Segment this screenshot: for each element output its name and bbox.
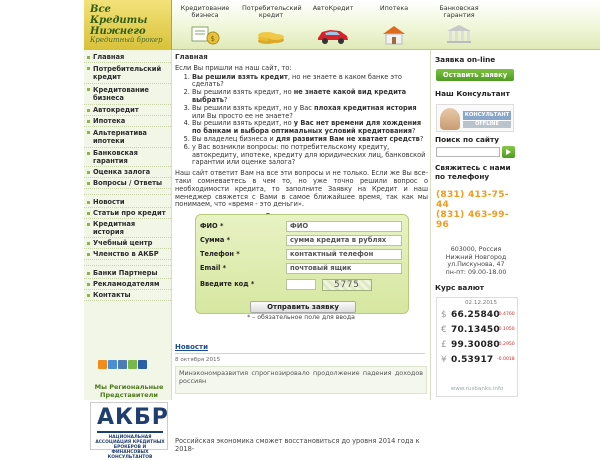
rss-icon[interactable]: [98, 360, 107, 369]
list-item: 2. Вы решили взять кредит, но не знаете какой вид кредита выбрать?: [192, 89, 428, 105]
submit-button[interactable]: Отправить заявку: [250, 301, 356, 313]
sidebar-item-membership[interactable]: Членство в АКБР: [84, 249, 171, 260]
consultant-title: Наш Консультант: [435, 89, 510, 98]
list-item: 3. Вы решили взять кредит, но у Вас плохая кредитная история или Вы просто ее не знаете?: [192, 105, 428, 121]
sidebar-item-auto-credit[interactable]: Автокредит: [84, 105, 171, 116]
main-content: [172, 50, 430, 453]
sidebar-item-consumer-credit[interactable]: Потребительский кредит: [84, 63, 171, 84]
search-input[interactable]: [436, 147, 500, 157]
bank-icon: [442, 23, 476, 45]
news-heading[interactable]: Новости: [175, 343, 209, 351]
loan-application-form: [195, 214, 409, 314]
sidebar-item-bank-guarantee[interactable]: Банковская гарантия: [84, 148, 171, 167]
coins-icon: [254, 23, 288, 45]
mail-icon[interactable]: [128, 360, 137, 369]
sidebar-item-collateral[interactable]: Оценка залога: [84, 167, 171, 178]
page-title: Главная: [175, 53, 208, 61]
nav-bank-guarantee[interactable]: Банковская гарантия: [430, 5, 488, 45]
form-row-captcha: Введите код * 5775: [200, 279, 408, 291]
news-date: 8 октября 2015: [175, 357, 221, 363]
leave-request-button[interactable]: Оставить заявку: [436, 69, 514, 81]
form-row-name: ФИО * ФИО: [200, 221, 408, 233]
sidebar-item-partners[interactable]: Банки Партнеры: [84, 268, 171, 279]
question-list: [192, 74, 428, 168]
logo-title: Все Кредиты Нижнего: [90, 4, 148, 37]
rates-date: 02.12.2015: [465, 300, 498, 306]
captcha-input[interactable]: [286, 279, 316, 290]
partner-title: Мы Региональные Представители: [94, 383, 164, 399]
list-item: 5. Вы владелец бизнеса и для развития Вам не хватает средств?: [192, 136, 428, 144]
email-field[interactable]: почтовый ящик: [286, 263, 402, 274]
right-sidebar: [430, 50, 520, 400]
consultant-badge: КОНСУЛЬТАНТ: [464, 112, 510, 118]
nav-auto-credit[interactable]: АвтоКредит: [304, 5, 362, 45]
search-title: Поиск по сайту: [435, 135, 499, 144]
phone-field[interactable]: контактный телефон: [286, 249, 402, 260]
list-item: 4. Вы решили взять кредит, но у Вас нет времени для хождения по банкам и выбора оптимальных условий кредитования?: [192, 120, 428, 136]
twitter-icon[interactable]: [108, 360, 117, 369]
akbr-logo[interactable]: АКБР НАЦИОНАЛЬНАЯ АССОЦИАЦИЯ КРЕДИТНЫХ БРОКЕРОВ И ФИНАНСОВЫХ КОНСУЛЬТАНТОВ: [90, 402, 168, 450]
rate-row-usd: $ 66.25840 -0.4760: [441, 310, 515, 320]
business-credit-icon: [188, 23, 222, 45]
sidebar-menu: [84, 50, 171, 189]
intro-text: Если Вы пришли на наш сайт, то:: [175, 63, 292, 72]
nav-consumer-credit[interactable]: Потребительский кредит: [242, 5, 300, 45]
amount-field[interactable]: сумма кредита в рублях: [286, 235, 402, 246]
nav-business-credit[interactable]: Кредитование бизнеса $: [180, 4, 230, 43]
rates-source: www.rusbanks.info: [450, 386, 504, 392]
name-field[interactable]: ФИО: [286, 221, 402, 232]
vk-icon[interactable]: [118, 360, 127, 369]
news-divider: [175, 353, 425, 354]
form-row-email: Email * почтовый ящик: [200, 263, 408, 275]
sidebar-item-credit-history[interactable]: Кредитная история: [84, 219, 171, 238]
social-links: [98, 360, 158, 369]
phone-number: (831) 463-99-96: [436, 210, 509, 230]
news-text: Российская экономика сможет восстановиться до уровня 2014 года к 2018-: [175, 437, 420, 453]
rate-row-jpy: ¥ 0.53917 -0.0018: [441, 355, 515, 365]
rate-row-gbp: £ 99.30080 -0.2950: [441, 340, 515, 350]
left-sidebar: [84, 50, 172, 460]
address: 603000, Россия Нижний Новгород ул.Пискунова, 47 пн-пт: 09.00-18.00: [445, 246, 507, 276]
consultant-widget[interactable]: [436, 104, 514, 132]
sidebar-item-faq[interactable]: Вопросы / Ответы: [84, 178, 171, 189]
sidebar-item-home[interactable]: Главная: [84, 52, 171, 63]
status-badge: OFFLINE: [463, 121, 511, 128]
phone-numbers: [436, 190, 514, 230]
site-logo[interactable]: [84, 0, 172, 50]
sidebar-item-mortgage-alternative[interactable]: Альтернатива ипотеки: [84, 127, 171, 148]
sidebar-menu-info: [84, 195, 171, 260]
rate-row-eur: € 70.13450 -0.1050: [441, 325, 515, 335]
sidebar-item-articles[interactable]: Статьи про кредит: [84, 208, 171, 219]
car-icon: [316, 23, 350, 45]
sidebar-item-contacts[interactable]: Контакты: [84, 290, 171, 301]
search-button[interactable]: [502, 146, 515, 158]
phone-number: (831) 413-75-44: [436, 190, 509, 210]
facebook-icon[interactable]: [138, 360, 147, 369]
house-icon: [377, 23, 411, 45]
avatar: [440, 108, 460, 130]
list-item: 1. Вы решили взять кредит, но не знаете в каком банке это сделать?: [192, 74, 428, 90]
sidebar-menu-company: [84, 266, 171, 301]
nav-mortgage[interactable]: Ипотека: [365, 5, 423, 45]
online-title: Заявка on-line: [435, 55, 496, 64]
form-row-amount: Сумма * сумма кредита в рублях: [200, 235, 408, 247]
sidebar-item-training[interactable]: Учебный центр: [84, 238, 171, 249]
logo-tagline: Кредитный брокер: [90, 36, 163, 44]
svg-text:$: $: [210, 35, 215, 43]
sidebar-item-news[interactable]: Новости: [84, 197, 171, 208]
currency-rates-widget[interactable]: [436, 297, 518, 397]
list-item: 6. у Вас возникли вопросы: по потребительскому кредиту, автокредиту, ипотеке, кредиту для юридических лиц, банковской гарантии или оценке залога?: [192, 144, 428, 167]
rates-title: Курс валют: [435, 283, 485, 292]
captcha-image: 5775: [322, 279, 372, 291]
news-item[interactable]: Минэкономразвития спрогнозировало продолжение падения доходов россиян: [175, 366, 427, 394]
contact-title: Свяжитесь с нами по телефону: [435, 163, 511, 181]
sidebar-item-advertisers[interactable]: Рекламодателям: [84, 279, 171, 290]
sidebar-item-business-credit[interactable]: Кредитование бизнеса: [84, 84, 171, 105]
required-note: * – обязательное поле для ввода: [247, 314, 355, 321]
form-row-phone: Телефон * контактный телефон: [200, 249, 408, 261]
sidebar-item-mortgage[interactable]: Ипотека: [84, 116, 171, 127]
intro-paragraph: Наш сайт ответит Вам на все эти вопросы и не только. Если же Вы все-таки сомневаетесь в чем то, но уже точно решили вопрос о необходимости кредита, то заполните Заявку на Кредит и наш менеджер свяжется с Вами в самое ближайшее время, так как мы понимаем, что «время - это деньги».: [175, 169, 428, 209]
